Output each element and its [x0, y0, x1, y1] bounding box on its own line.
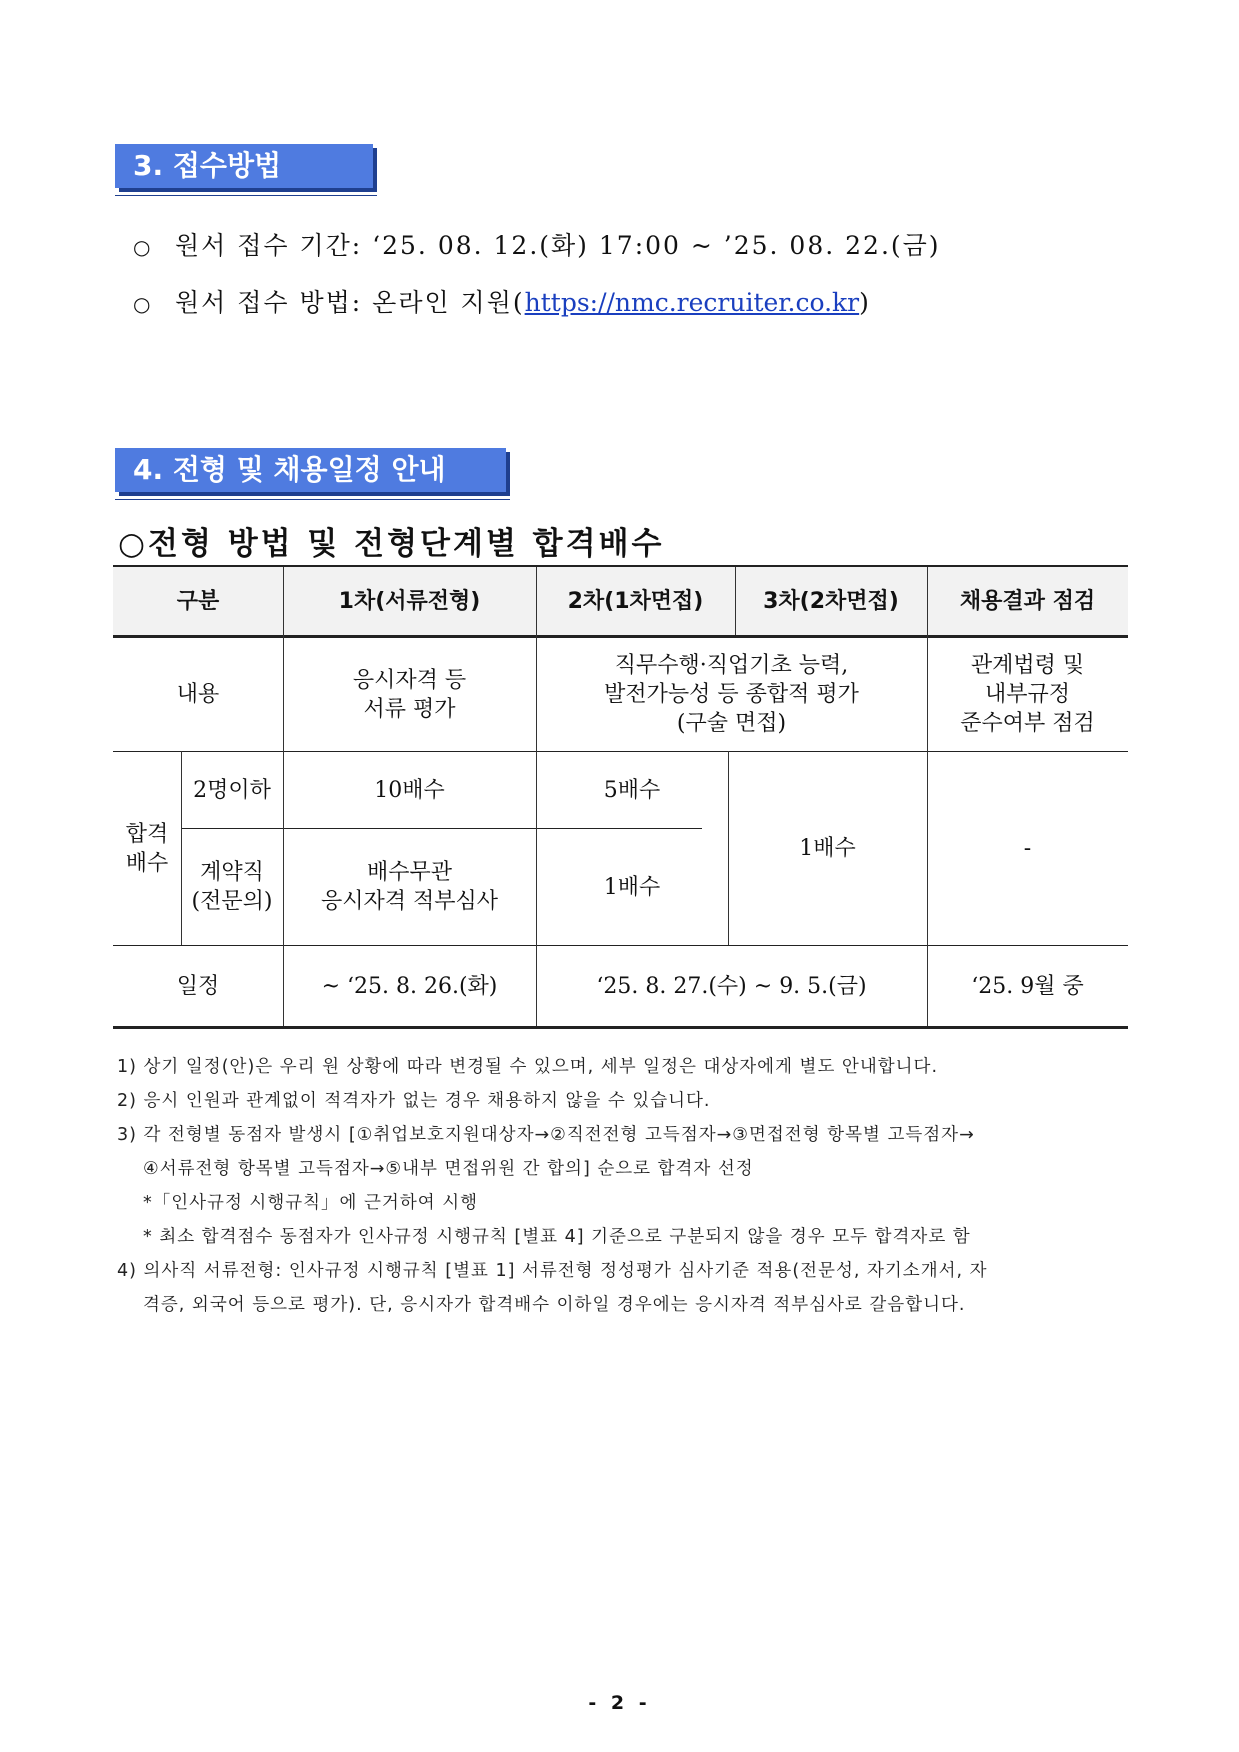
pass-stage3: 1배수 [799, 836, 856, 861]
section-3-heading: 3. 접수방법 [115, 144, 373, 188]
pass-row2-stage2: 1배수 [603, 874, 661, 900]
selection-table [113, 565, 1128, 1029]
schedule-stage1: ~ ‘25. 8. 26.(화) [321, 973, 498, 999]
header-stage3: 3차(2차면접) [763, 588, 899, 614]
note-2: 2) 응시 인원과 관계없이 적격자가 없는 경우 채용하지 않을 수 있습니다. [117, 1091, 711, 1111]
note-3: 3) 각 전형별 동점자 발생시 [①취업보호지원대상자→②직전전형 고득점자→③면접전형 항목별 고득점자→ [117, 1125, 975, 1145]
note-3-sub2: * 최소 합격점수 동점자가 인사규정 시행규칙 [별표 4] 기준으로 구분되지 않을 경우 모두 합격자로 함 [143, 1227, 971, 1247]
pass-row1-stage1: 10배수 [374, 777, 445, 803]
circle-bullet-icon: ○ [133, 235, 153, 259]
circle-bullet-icon: ○ [133, 292, 153, 316]
header-stage2: 2차(1차면접) [567, 588, 704, 614]
content-review: 관계법령 및 내부규정 준수여부 점검 [960, 653, 1095, 736]
pass-label: 합격 배수 [125, 821, 169, 876]
note-1: 1) 상기 일정(안)은 우리 원 상황에 따라 변경될 수 있으며, 세부 일정은 대상자에게 별도 안내합니다. [117, 1057, 939, 1077]
header-review: 채용결과 점검 [959, 588, 1096, 614]
pass-row2-sub: 계약직 (전문의) [191, 860, 273, 914]
application-method: ○ 원서 접수 방법: 온라인 지원(https://nmc.recruiter.co.kr) [133, 288, 871, 317]
header-category: 구분 [176, 588, 220, 614]
note-3-sub1: *「인사규정 시행규칙」에 근거하여 시행 [143, 1193, 479, 1213]
application-period: ○ 원서 접수 기간: ‘25. 08. 12.(화) 17:00 ~ ’25. 08. 22.(금) [133, 231, 941, 260]
pass-row2-stage1: 배수무관 응시자격 적부심사 [320, 860, 498, 914]
pass-row1-sub: 2명이하 [193, 777, 271, 803]
content-stage1: 응시자격 등 서류 평가 [352, 667, 467, 722]
content-label: 내용 [176, 682, 220, 707]
note-4: 4) 의사직 서류전형: 인사규정 시행규칙 [별표 1] 서류전형 정성평가 심사기준 적용(전문성, 자기소개서, 자 [117, 1261, 988, 1281]
section-4-heading: 4. 전형 및 채용일정 안내 [115, 448, 506, 492]
note-3-cont: ④서류전형 항목별 고득점자→⑤내부 면접위원 간 합의] 순으로 합격자 선정 [143, 1159, 754, 1179]
schedule-review: ‘25. 9월 중 [971, 973, 1084, 999]
recruiter-link[interactable]: https://nmc.recruiter.co.kr [524, 288, 860, 317]
schedule-stage23: ‘25. 8. 27.(수) ~ 9. 5.(금) [596, 973, 867, 999]
page-number: - 2 - [588, 1692, 651, 1714]
schedule-label: 일정 [176, 973, 220, 999]
footnotes [117, 1050, 1127, 1322]
content-stage23: 직무수행·직업기초 능력, 발전가능성 등 종합적 평가 (구술 면접) [604, 653, 859, 736]
selection-subtitle: ○전형 방법 및 전형단계별 합격배수 [118, 526, 665, 562]
pass-row1-stage2: 5배수 [603, 777, 661, 803]
header-stage1: 1차(서류전형) [338, 588, 481, 614]
note-4-cont: 격증, 외국어 등으로 평가). 단, 응시자가 합격배수 이하일 경우에는 응시자격 적부심사로 갈음합니다. [143, 1295, 966, 1315]
pass-review: - [1023, 836, 1032, 861]
